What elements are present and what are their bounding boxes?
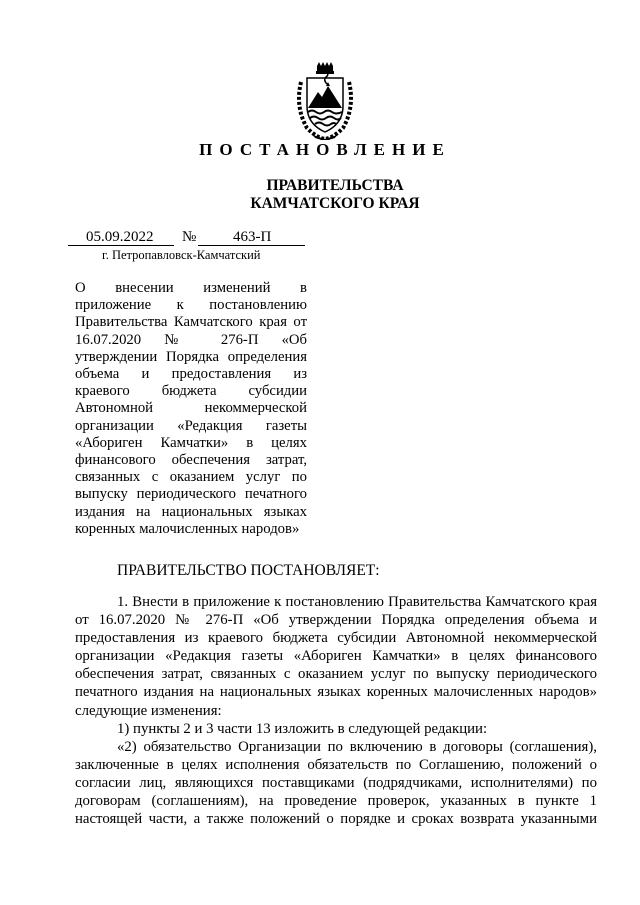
document-title — [75, 280, 307, 538]
title-line: объема и предоставления из — [75, 366, 307, 383]
body-line: согласии лиц, являющихся поставщиками (подрядчиками, исполнителями) по — [75, 774, 597, 791]
title-line: приложение к постановлению — [75, 297, 307, 314]
body-line: от 16.07.2020 № 276-П «Об утверждении Порядка определения объема и — [75, 612, 597, 629]
number-sign: № — [182, 229, 197, 245]
body-line: «2) обязательство Организации по включению в договоры (соглашения), — [117, 738, 597, 755]
title-line: издания на национальных языках — [75, 503, 307, 520]
title-line: коренных малочисленных народов» — [75, 520, 300, 537]
body-line: следующие изменения: — [75, 702, 222, 719]
body-line: печатного издания на национальных языках коренных малочисленных народов» — [75, 684, 597, 701]
title-line: Правительства Камчатского края от — [75, 314, 307, 331]
title-line: выпуску периодического печатного — [75, 486, 307, 503]
coat-of-arms-icon — [293, 62, 357, 140]
body-line: обеспечения затрат, связанных с оказанием услуг по выпуску периодического — [75, 666, 597, 683]
place-of-issue: г. Петропавловск-Камчатский — [102, 248, 261, 262]
body-line: 1. Внести в приложение к постановлению Правительства Камчатского края — [117, 594, 597, 610]
title-line: связанных с оказанием услуг по — [75, 469, 307, 486]
body-line: заключенные в целях исполнения обязательств по Соглашению, положений о — [75, 756, 597, 773]
body-line: организации «Редакция газеты «Абориген Камчатки» в целях финансового — [75, 648, 597, 665]
document-date: 05.09.2022 — [86, 229, 154, 245]
body-line: 1) пункты 2 и 3 части 13 изложить в следующей редакции: — [117, 720, 488, 737]
document-body — [75, 593, 597, 828]
title-line: краевого бюджета субсидии — [75, 383, 307, 400]
document-number: 463-П — [233, 229, 272, 245]
body-line: настоящей части, а также положений о порядке и сроках возврата указанными — [75, 811, 597, 828]
authority-line-2: КАМЧАТСКОГО КРАЯ — [250, 195, 420, 212]
issuing-authority — [0, 177, 640, 213]
title-line: 16.07.2020 № 276-П «Об — [75, 331, 307, 348]
authority-line-1: ПРАВИТЕЛЬСТВА — [266, 177, 404, 194]
title-line: организации «Редакция газеты — [75, 417, 307, 434]
document-type-heading: ПОСТАНОВЛЕНИЕ — [199, 140, 451, 159]
title-line: финансового обеспечения затрат, — [75, 452, 307, 469]
kamchatka-coat-of-arms-emblem — [293, 62, 357, 140]
title-line: утверждении Порядка определения — [75, 348, 307, 365]
title-line: «Абориген Камчатки» в целях — [75, 434, 307, 451]
body-line: предоставления из краевого бюджета субсидии Автономной некоммерческой — [75, 630, 597, 647]
title-line: Автономной некоммерческой — [75, 400, 307, 417]
title-line: О внесении изменений в — [75, 280, 307, 296]
resolution-heading: ПРАВИТЕЛЬСТВО ПОСТАНОВЛЯЕТ: — [117, 562, 380, 579]
body-line: договорам (соглашениям), на проведение проверок, указанных в пункте 1 — [75, 793, 597, 810]
